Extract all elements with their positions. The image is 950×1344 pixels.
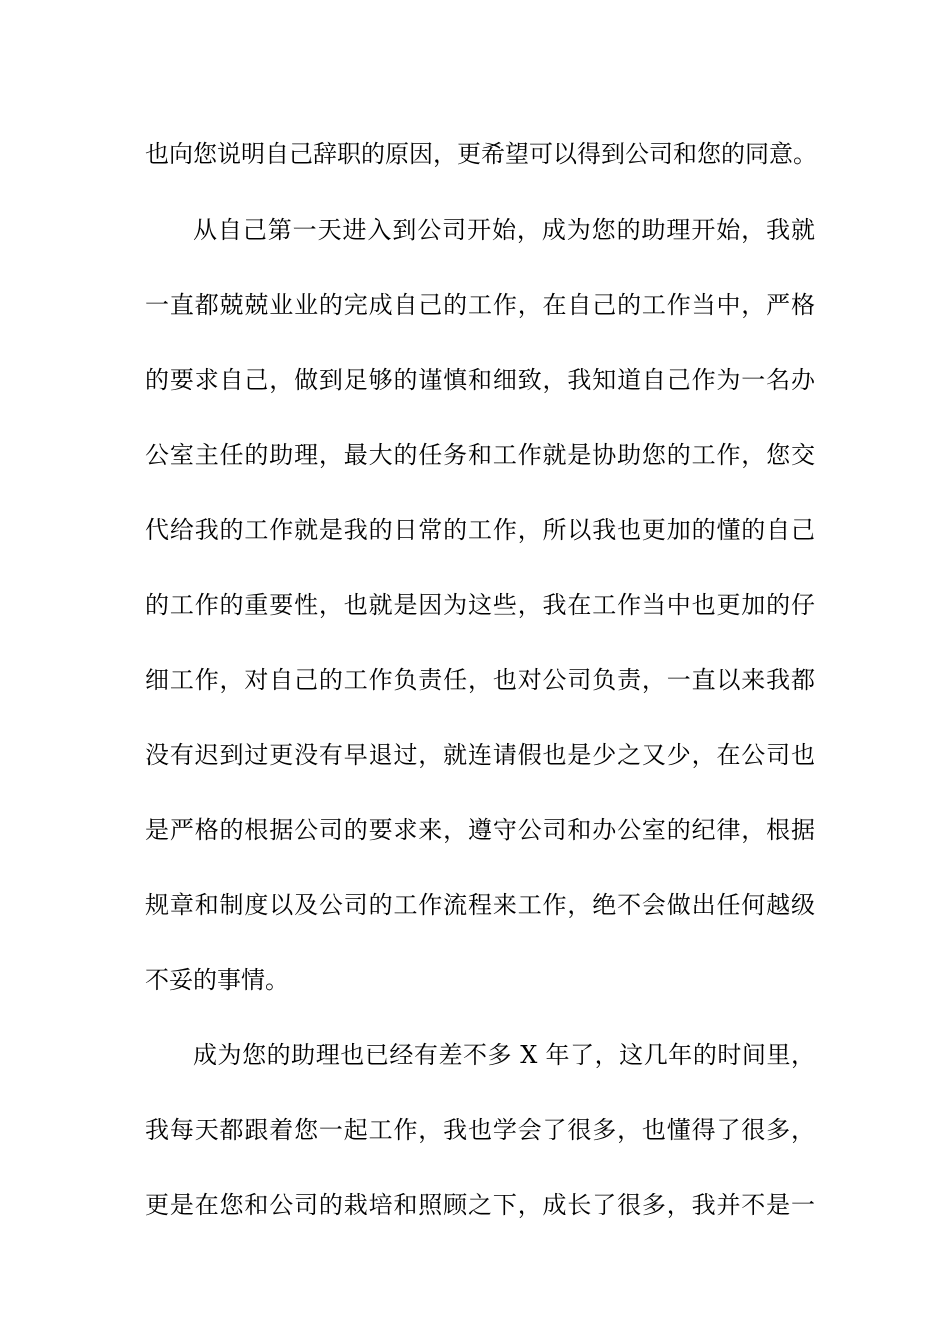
paragraph-line-1: 也向您说明自己辞职的原因，更希望可以得到公司和您的同意。 — [145, 140, 817, 168]
paragraph-line-15: 更是在您和公司的栽培和照顾之下，成长了很多，我并不是一 — [145, 1191, 815, 1219]
paragraph-line-14: 我每天都跟着您一起工作，我也学会了很多，也懂得了很多， — [145, 1116, 815, 1144]
paragraph-line-3: 一直都兢兢业业的完成自己的工作，在自己的工作当中，严格 — [145, 291, 815, 319]
paragraph-line-9: 没有迟到过更没有早退过，就连请假也是少之又少，在公司也 — [145, 741, 815, 769]
paragraph-line-11: 规章和制度以及公司的工作流程来工作，绝不会做出任何越级 — [145, 891, 815, 919]
paragraph-line-5: 公室主任的助理，最大的任务和工作就是协助您的工作，您交 — [145, 441, 815, 469]
paragraph-line-12: 不妥的事情。 — [145, 966, 289, 994]
paragraph-line-6: 代给我的工作就是我的日常的工作，所以我也更加的懂的自己 — [145, 516, 815, 544]
paragraph-line-8: 细工作，对自己的工作负责任，也对公司负责，一直以来我都 — [145, 666, 815, 694]
paragraph-line-10: 是严格的根据公司的要求来，遵守公司和办公室的纪律，根据 — [145, 816, 815, 844]
paragraph-line-13: 成为您的助理也已经有差不多 X 年了，这几年的时间里， — [193, 1041, 815, 1069]
paragraph-line-4: 的要求自己，做到足够的谨慎和细致，我知道自己作为一名办 — [145, 366, 815, 394]
paragraph-line-7: 的工作的重要性，也就是因为这些，我在工作当中也更加的仔 — [145, 591, 815, 619]
paragraph-line-2: 从自己第一天进入到公司开始，成为您的助理开始，我就 — [193, 216, 815, 244]
